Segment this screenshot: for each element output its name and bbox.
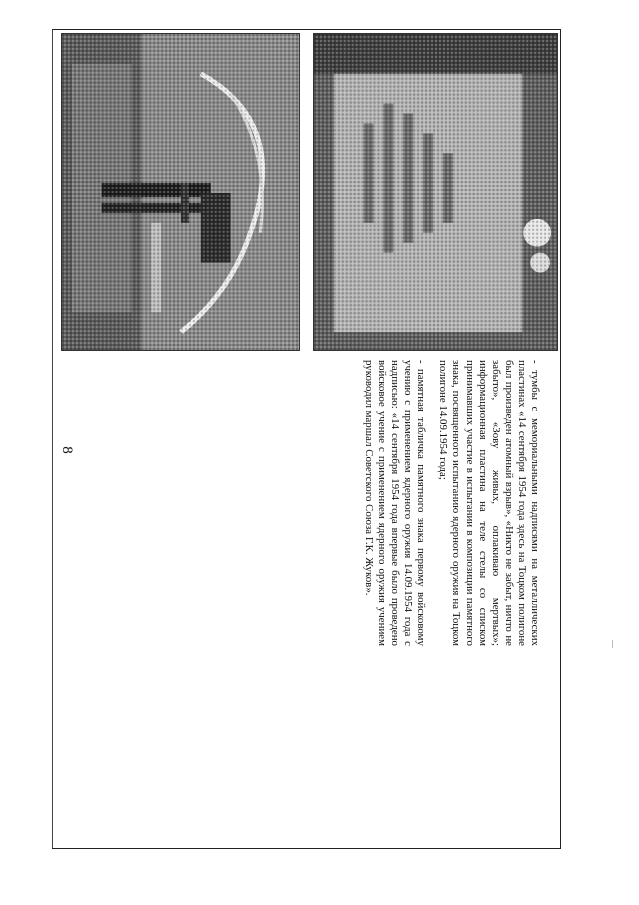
photo-memorial-monument — [61, 33, 300, 351]
description-item-1: - тумбы с мемориальными надписями на металлических пластинах «14 сентября 1954 года здесь на Тоцком полигоне был произведен атомный взрыв», «Никто не забыт, ничто не забыто», «Зову живых, оплакиваю мертвых»; информационная пластина на теле стелы со списком принимавших участие в испытании в композиции памятного знака, посвященного испытанию ядерного оружия на Тоцком полигоне 14.09.1954 года; — [437, 360, 541, 646]
photo-memorial-plaque — [313, 33, 558, 351]
margin-mark — [612, 640, 613, 648]
description-item-2: - памятная табличка памятного знака первому войсковому учению с применением ядерного оружия 14.09.1954 года с надписью: «14 сентября 1954 года впервые было проведено войсковое учение с применением ядерного оружия учением руководил маршал Советского Союза Г.К. Жуков». — [362, 360, 428, 646]
description-text — [362, 360, 541, 646]
table-divider-left — [52, 30, 53, 848]
page-number: 8 — [59, 446, 75, 454]
